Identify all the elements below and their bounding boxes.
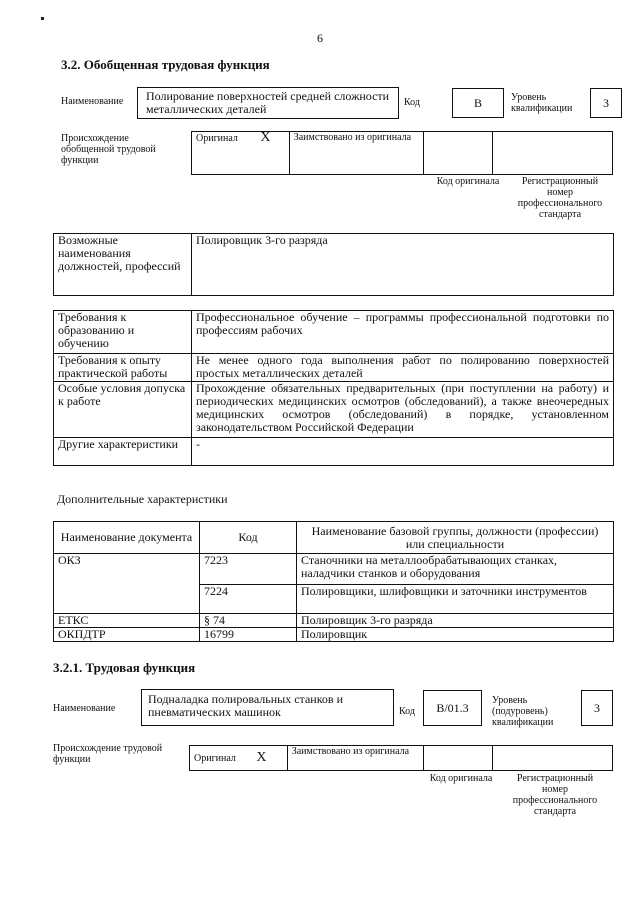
- extra-name: Полировщик: [297, 628, 614, 642]
- gtf-code-original-cell: [423, 132, 492, 175]
- gtf-name-label: Наименование: [61, 96, 124, 107]
- tf-name-value: Подналадка полировальных станков и пневматических машинок: [148, 692, 344, 719]
- requirement-value: Профессиональное обучение – программы профессиональной подготовки по профессиям рабочих: [192, 311, 614, 354]
- requirement-value: Прохождение обязательных предварительных (при поступлении на работу) и периодических медицинских осмотров (обследований), а также внеочередных медицинских осмотров (обследований) в порядке, установленном законодательством Российской Федерации: [192, 382, 614, 438]
- page-number: 6: [317, 31, 323, 45]
- tf-code-original-caption: Код оригинала: [429, 773, 493, 784]
- requirements-table: [53, 310, 614, 466]
- extra-name: Полировщик 3-го разряда: [297, 614, 614, 628]
- tf-level-label: Уровень (подуровень) квалификации: [492, 695, 554, 728]
- gtf-reg-number-cell: [493, 132, 613, 175]
- extra-name: Полировщики, шлифовщики и заточники инструментов: [297, 585, 614, 614]
- subsection-title: 3.2.1. Трудовая функция: [53, 660, 196, 675]
- extra-code: 16799: [200, 628, 297, 642]
- requirement-value: Не менее одного года выполнения работ по полированию поверхностей простых металлических деталей: [192, 354, 614, 382]
- positions-value: Полировщик 3-го разряда: [192, 234, 614, 296]
- scan-mark: [41, 17, 44, 20]
- tf-code-value: B/01.3: [436, 701, 469, 715]
- extra-doc: ОКПДТР: [54, 628, 200, 642]
- extra-code: § 74: [200, 614, 297, 628]
- requirement-value: -: [192, 438, 614, 466]
- tf-code-original-cell: [423, 746, 492, 771]
- extra-header-doc: Наименование документа: [54, 522, 200, 554]
- gtf-level-box: [590, 88, 622, 118]
- positions-label: Возможные наименования должностей, профессий: [54, 234, 192, 296]
- requirements-row: [54, 438, 614, 466]
- tf-name-box: [141, 689, 394, 726]
- gtf-borrowed-label: Заимствовано из оригинала: [289, 132, 423, 175]
- requirement-label: Особые условия допуска к работе: [54, 382, 192, 438]
- tf-origin-label: Происхождение трудовой функции: [53, 743, 163, 765]
- gtf-original-label: Оригинал: [196, 133, 238, 144]
- positions-table: [53, 233, 614, 296]
- section-title: 3.2. Обобщенная трудовая функция: [61, 57, 270, 72]
- tf-level-value: 3: [594, 701, 600, 715]
- tf-code-label: Код: [399, 706, 415, 717]
- extra-code: 7223: [200, 554, 297, 585]
- tf-original-mark: X: [256, 750, 267, 765]
- tf-borrowed-label: Заимствовано из оригинала: [287, 746, 423, 771]
- gtf-code-label: Код: [404, 97, 420, 108]
- gtf-code-original-caption: Код оригинала: [436, 176, 500, 187]
- gtf-reg-number-caption: Регистрационный номер профессионального стандарта: [517, 176, 603, 220]
- tf-level-box: [581, 690, 613, 726]
- gtf-name-box: [137, 87, 399, 119]
- requirement-label: Требования к опыту практической работы: [54, 354, 192, 382]
- gtf-level-label: Уровень квалификации: [511, 92, 573, 114]
- tf-code-box: [423, 690, 482, 726]
- requirements-row: [54, 354, 614, 382]
- tf-reg-number-caption: Регистрационный номер профессионального стандарта: [512, 773, 598, 817]
- gtf-name-value: Полирование поверхностей средней сложности металлических деталей: [146, 89, 390, 116]
- requirement-label: Требования к образованию и обучению: [54, 311, 192, 354]
- tf-reg-number-cell: [493, 746, 613, 771]
- tf-original-label: Оригинал: [194, 753, 236, 764]
- table-row: [54, 614, 614, 628]
- extra-header-name: Наименование базовой группы, должности (профессии) или специальности: [297, 522, 614, 554]
- requirements-row: [54, 311, 614, 354]
- gtf-origin-label: Происхождение обобщенной трудовой функции: [61, 133, 156, 166]
- gtf-origin-table: [191, 131, 613, 175]
- gtf-code-box: [452, 88, 504, 118]
- extra-header-code: Код: [200, 522, 297, 554]
- requirement-label: Другие характеристики: [54, 438, 192, 466]
- requirements-row: [54, 382, 614, 438]
- gtf-original-mark: X: [260, 130, 271, 145]
- tf-origin-table: [189, 745, 613, 771]
- gtf-code-value: B: [473, 96, 482, 110]
- extra-title: Дополнительные характеристики: [57, 492, 228, 506]
- extra-doc: ЕТКС: [54, 614, 200, 628]
- gtf-level-value: 3: [603, 96, 609, 110]
- extra-name: Станочники на металлообрабатывающих станках, наладчики станков и оборудования: [297, 554, 614, 585]
- extra-code: 7224: [200, 585, 297, 614]
- extra-table: [53, 521, 614, 642]
- extra-doc: ОКЗ: [54, 554, 200, 614]
- tf-name-label: Наименование: [53, 703, 116, 714]
- table-row: [54, 628, 614, 642]
- table-row: [54, 554, 614, 585]
